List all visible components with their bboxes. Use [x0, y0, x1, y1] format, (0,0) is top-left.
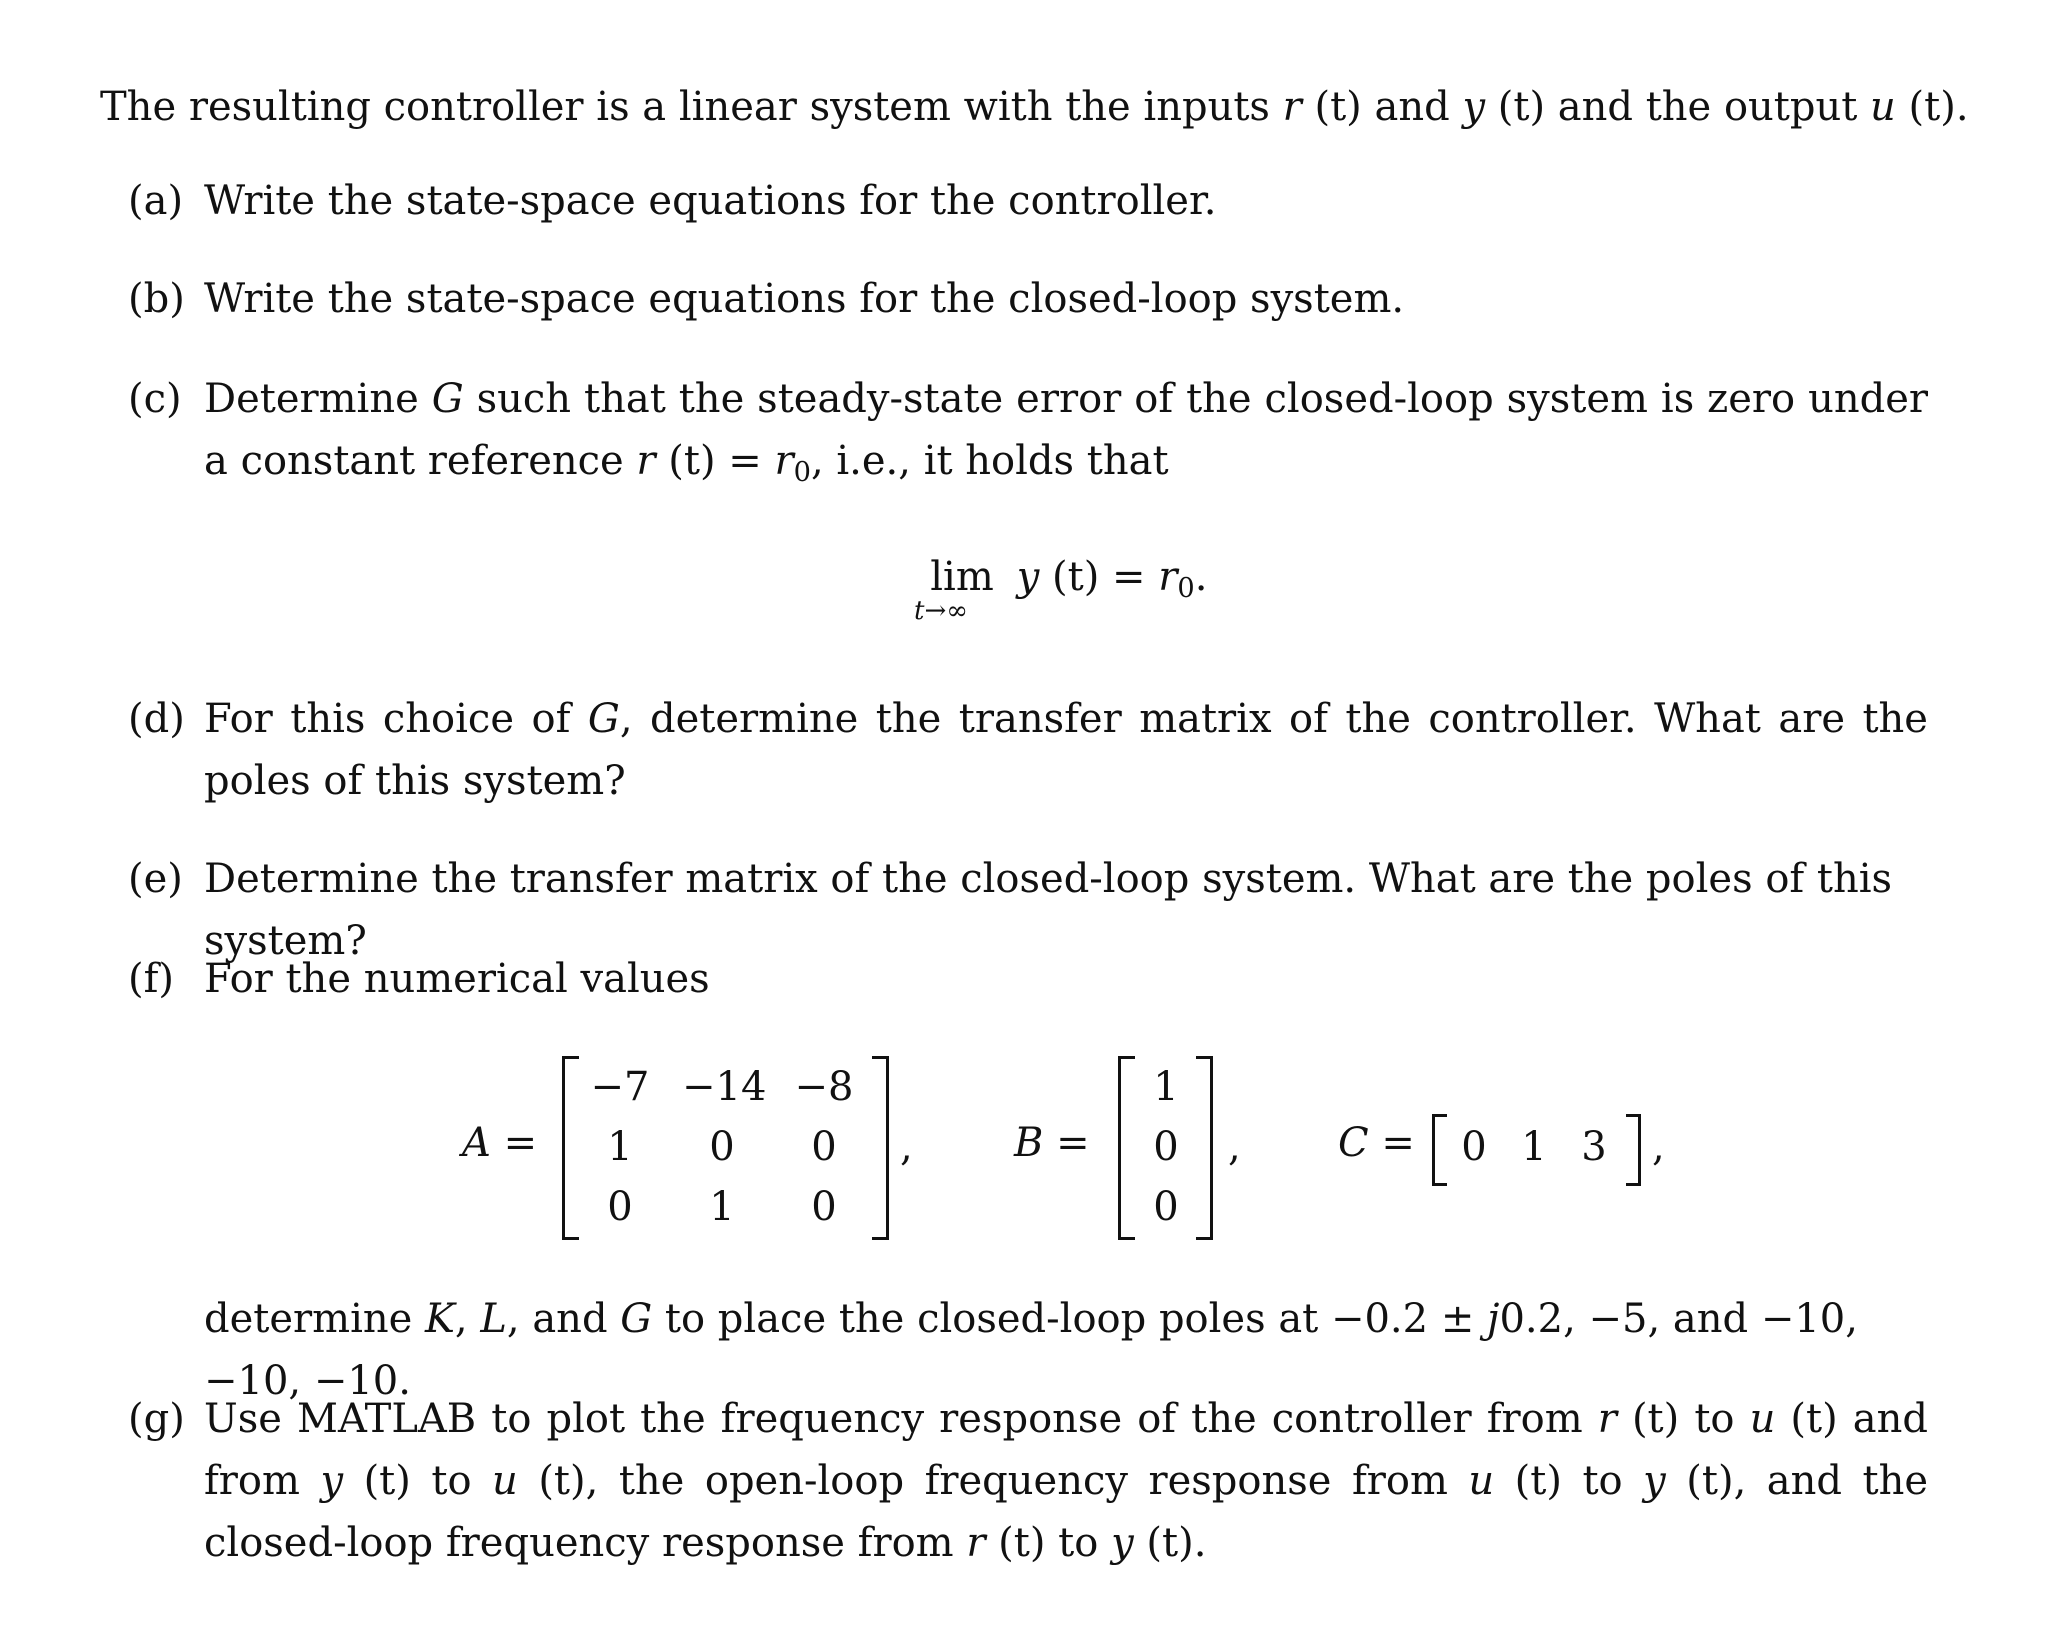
item-text	[204, 1388, 1928, 1574]
var-r: r	[1282, 84, 1302, 130]
comma: ,	[1652, 1124, 1665, 1170]
matrix-b-label	[1014, 1120, 1090, 1166]
item-label: (d)	[128, 696, 185, 742]
intro-output: and the output	[1545, 84, 1871, 130]
arg-t: (t)	[1686, 1458, 1734, 1504]
var-y: y	[1462, 84, 1486, 130]
item-label: (g)	[128, 1396, 185, 1442]
item-text: Write the state-space equations for the closed-loop system.	[204, 276, 1405, 322]
text: , and	[506, 1296, 621, 1342]
matrix-a-label	[462, 1120, 537, 1166]
var-A: A	[462, 1120, 491, 1166]
matrix-cell: 1	[1153, 1064, 1179, 1110]
lim-subscript: t→∞	[914, 596, 968, 626]
matrix-cell: 0	[709, 1124, 735, 1170]
var-u: u	[1468, 1458, 1495, 1504]
var-y: y	[1643, 1458, 1666, 1504]
arg-t: (t)	[538, 1458, 586, 1504]
text: For this choice of	[204, 696, 588, 742]
text: and from	[204, 1396, 1928, 1504]
var-j: j	[1487, 1296, 1500, 1342]
text: , and the closed-loop frequency response from	[204, 1458, 1929, 1566]
var-y: y	[1016, 554, 1040, 600]
right-bracket	[1626, 1114, 1641, 1186]
arg-t: (t)	[1314, 84, 1362, 130]
right-bracket	[1196, 1056, 1213, 1240]
equals: =	[490, 1120, 538, 1166]
comma: ,	[1228, 1124, 1241, 1170]
left-bracket	[562, 1056, 579, 1240]
matrix-cell: 0	[811, 1124, 837, 1170]
text: to	[1679, 1396, 1750, 1442]
text: to	[410, 1458, 493, 1504]
arg-t: (t)	[1146, 1520, 1194, 1566]
text: , determine the transfer matrix of the controller. What are the poles of this system?	[204, 696, 1928, 804]
subscript: 0	[793, 456, 811, 488]
limit-equation	[914, 554, 1208, 626]
matrix-cell: 1	[607, 1124, 633, 1170]
var-r: r	[1597, 1396, 1617, 1442]
subscript: 0	[1177, 572, 1195, 604]
text: ,	[454, 1296, 481, 1342]
right-bracket	[872, 1056, 889, 1240]
text: 0.2, −5, and −10, −10, −10.	[204, 1296, 1858, 1404]
matrix-cell: −8	[794, 1064, 854, 1110]
punct: .	[1194, 554, 1208, 600]
text: (t) =	[1052, 554, 1159, 600]
var-y: y	[320, 1458, 344, 1504]
comma: ,	[900, 1124, 913, 1170]
arg-t: (t)	[1908, 84, 1956, 130]
text: Use MATLAB to plot the frequency response of the controller from	[204, 1396, 1598, 1442]
arg-t: (t)	[363, 1458, 411, 1504]
text: to	[1045, 1520, 1112, 1566]
equals: =	[1368, 1120, 1415, 1166]
arg-t: (t)	[998, 1520, 1046, 1566]
text: to	[1561, 1458, 1644, 1504]
var-u: u	[1749, 1396, 1776, 1442]
item-text: Determine the transfer matrix of the closed-loop system. What are the poles of this system?	[204, 856, 1893, 964]
item-label: (e)	[128, 856, 183, 902]
item-text: Write the state-space equations for the controller.	[204, 178, 1217, 224]
item-label: (a)	[128, 178, 184, 224]
matrix-cell: 0	[811, 1184, 837, 1230]
matrix-cell: −7	[590, 1064, 650, 1110]
var-B: B	[1014, 1120, 1044, 1166]
matrix-cell: 1	[1521, 1124, 1547, 1170]
var-C: C	[1338, 1120, 1369, 1166]
matrix-cell: 0	[1461, 1124, 1487, 1170]
intro-and: and	[1361, 84, 1463, 130]
matrix-cell: 0	[607, 1184, 633, 1230]
matrix-c-label	[1338, 1120, 1415, 1166]
arg-t: (t)	[1514, 1458, 1562, 1504]
matrix-cell: 0	[1153, 1184, 1179, 1230]
item-text	[204, 688, 1928, 812]
var-G: G	[587, 696, 620, 742]
var-r: r	[636, 438, 656, 484]
var-u: u	[1870, 84, 1896, 130]
punct: .	[1193, 1520, 1207, 1566]
arg-t: (t)	[1631, 1396, 1680, 1442]
text: , i.e., it holds that	[810, 438, 1169, 484]
item-text: For the numerical values	[204, 956, 710, 1002]
item-label: (f)	[128, 956, 175, 1002]
text: , the open-loop frequency response from	[585, 1458, 1469, 1504]
matrix-cell: 1	[709, 1184, 735, 1230]
matrix-cell: 0	[1153, 1124, 1179, 1170]
matrix-cell: −14	[682, 1064, 767, 1110]
text: such that the steady-state error of the closed-loop system is zero under a constant reference	[204, 376, 1928, 484]
var-u: u	[492, 1458, 518, 1504]
item-label: (c)	[128, 376, 182, 422]
intro-text: The resulting controller is a linear system with the inputs	[100, 84, 1283, 130]
intro-paragraph	[100, 76, 1969, 138]
matrix-row	[0, 1050, 2046, 1250]
text: (t) =	[668, 438, 775, 484]
text: to place the closed-loop poles at −0.2 ±	[652, 1296, 1488, 1342]
var-r0: r	[774, 438, 794, 484]
var-r: r	[966, 1520, 986, 1566]
item-text	[204, 368, 1928, 492]
text: Determine	[204, 376, 432, 422]
var-K: K	[425, 1296, 455, 1342]
matrix-cell: 3	[1581, 1124, 1607, 1170]
punct: .	[1955, 84, 1969, 130]
var-y: y	[1111, 1520, 1134, 1566]
var-L: L	[480, 1296, 507, 1342]
lim-operator	[914, 554, 1004, 626]
equals: =	[1043, 1120, 1090, 1166]
text: determine	[204, 1296, 426, 1342]
item-label: (b)	[128, 276, 185, 322]
arg-t: (t)	[1497, 84, 1546, 130]
lim-text: lim	[930, 554, 994, 600]
var-r0: r	[1158, 554, 1178, 600]
arg-t: (t)	[1790, 1396, 1838, 1442]
var-G: G	[431, 376, 464, 422]
var-G: G	[620, 1296, 653, 1342]
